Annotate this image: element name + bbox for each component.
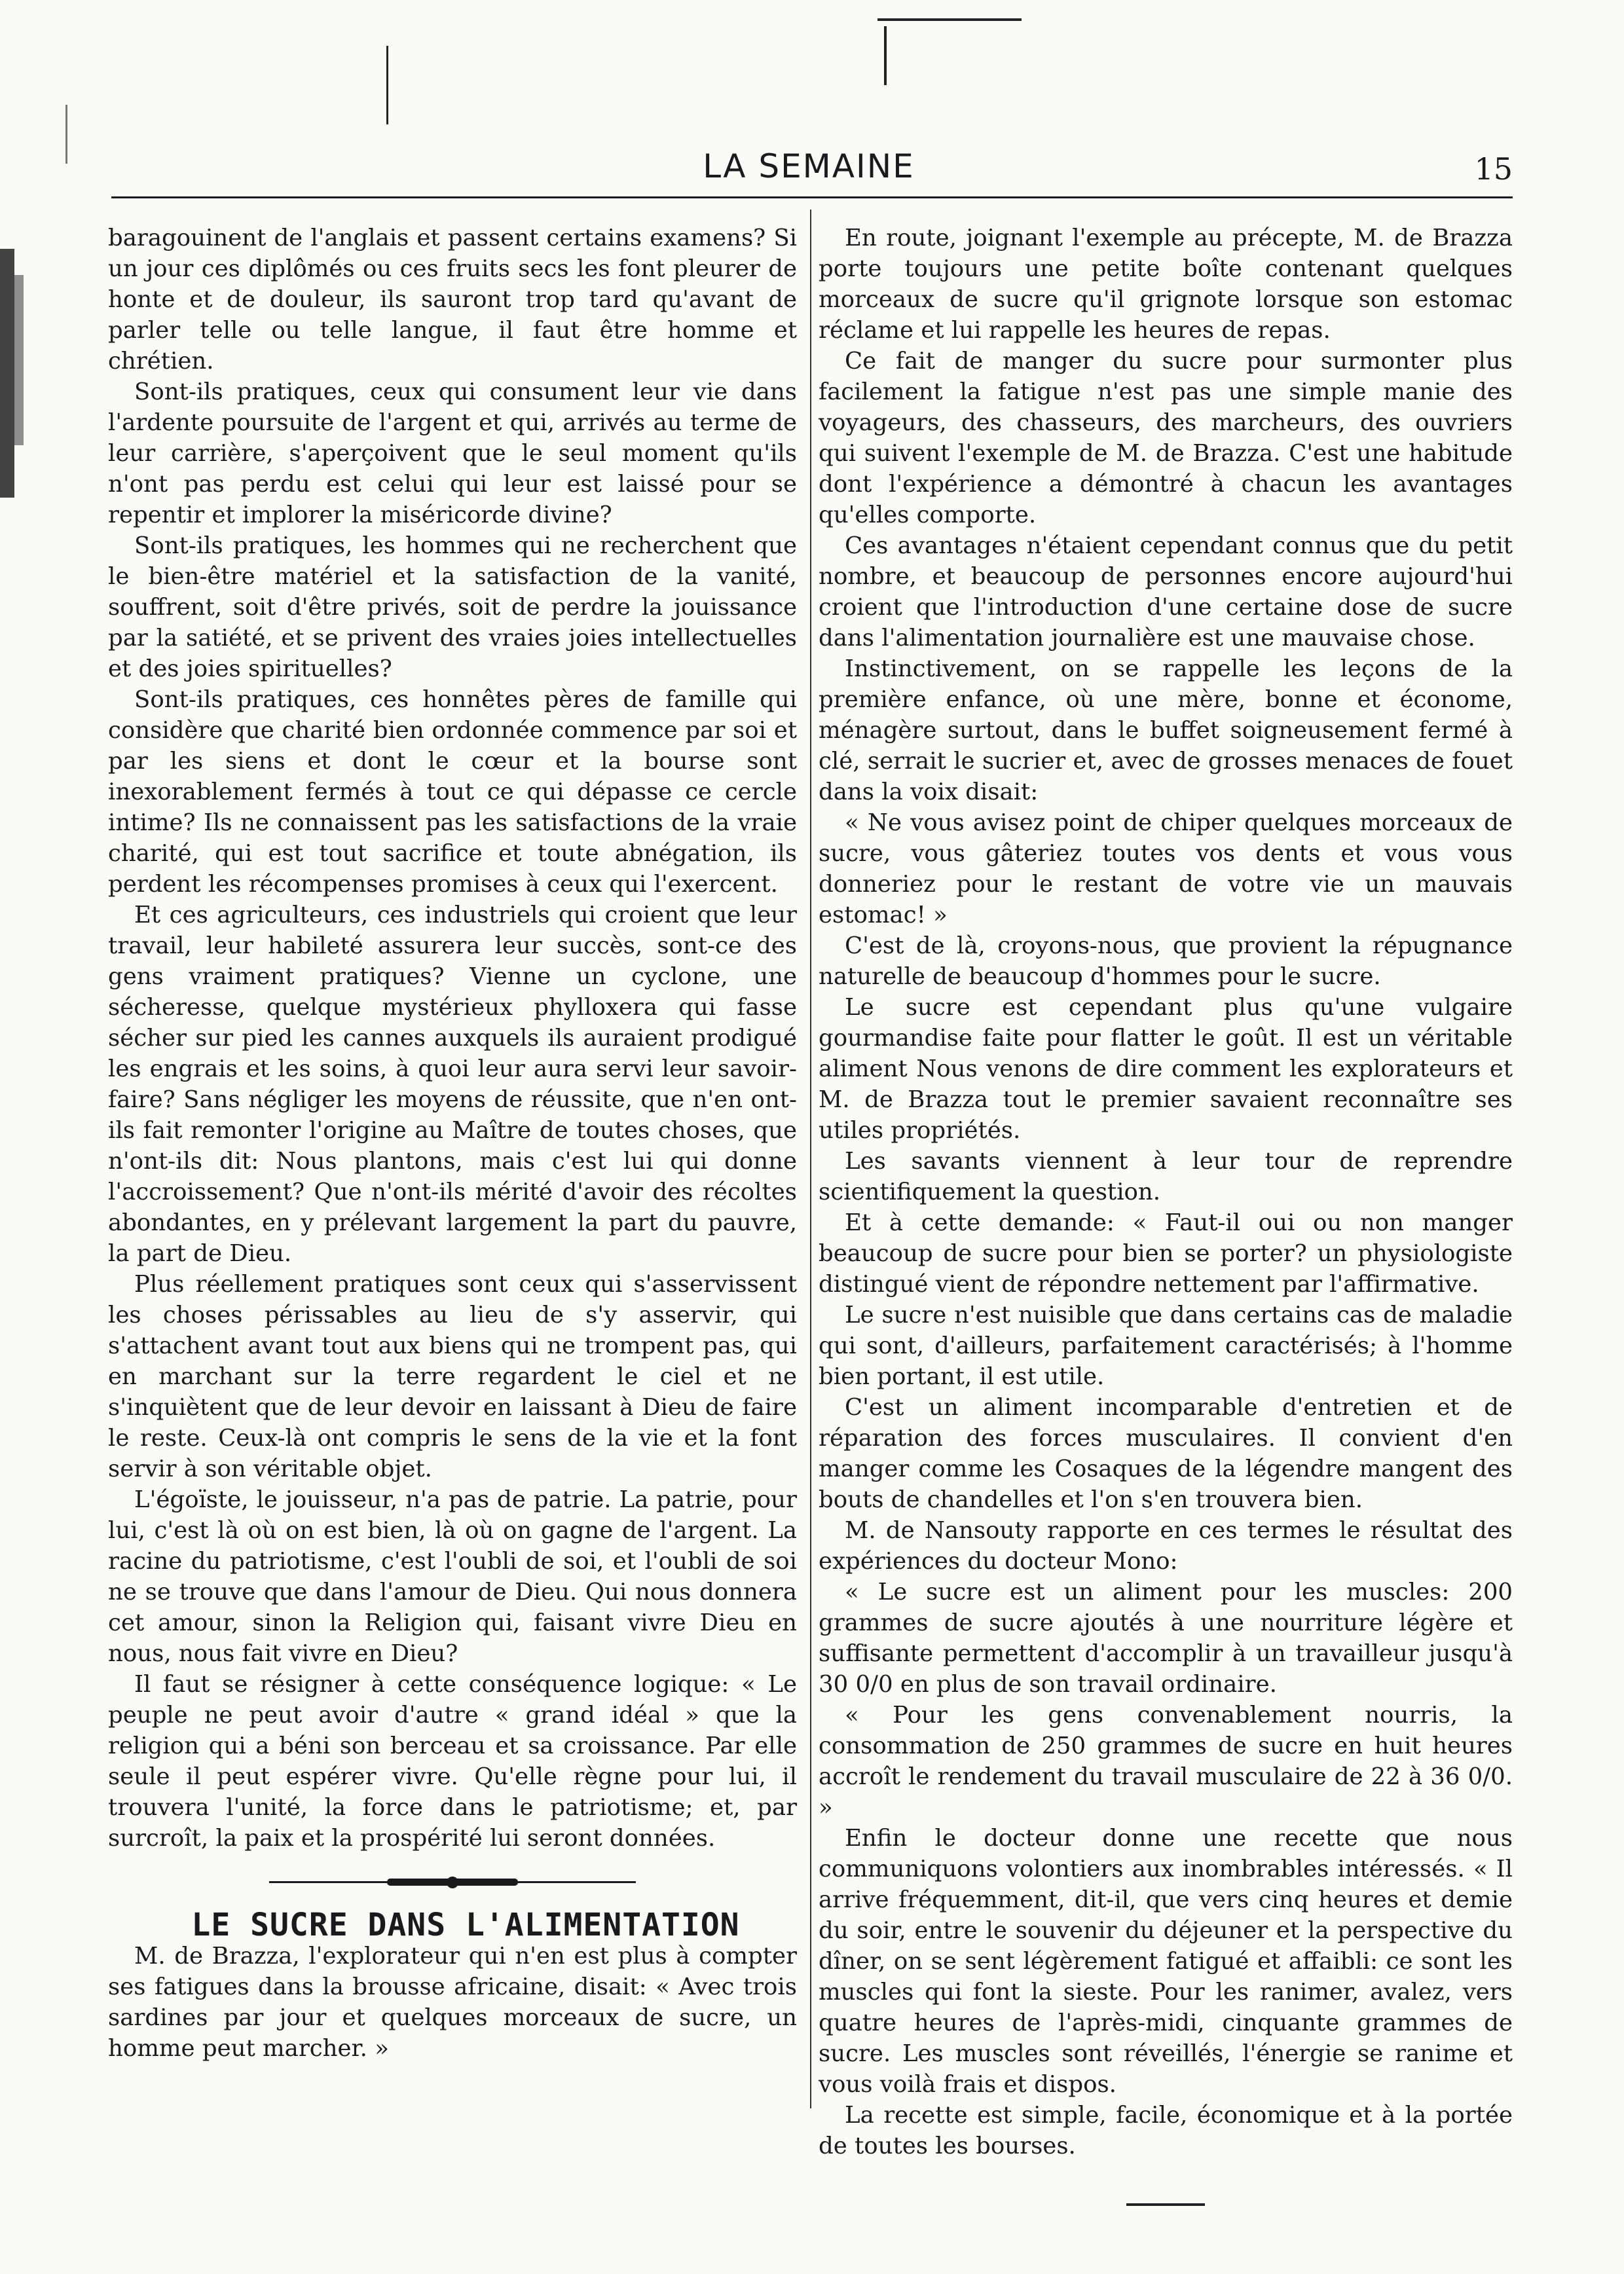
scan-artifact <box>0 249 14 498</box>
end-rule <box>1126 2203 1205 2206</box>
paragraph: Le sucre est cependant plus qu'une vulgaire gourmandise faite pour flatter le goût. Il est un véritable aliment Nous venons de dire comment les explorateurs et M. de Brazza tout le premier savaient reconnaître ses utiles propriétés. <box>819 994 1513 1144</box>
paragraph: « Pour les gens convenablement nourris, la consommation de 250 grammes de sucre en huit heures accroît le rendement du travail musculaire de 22 à 36 0/0. » <box>819 1702 1513 1821</box>
page-header <box>105 147 1513 200</box>
scan-artifact <box>386 46 388 124</box>
paragraph: Enfin le docteur donne une recette que nous communiquons volontiers aux inombrables intéressés. « Il arrive fréquemment, dit-il, que vers cinq heures et demie du soir, entre le souvenir du déjeuner et la perspective du dîner, on se sent légèrement fatigué et affaibli: ce sont les muscles qui font la sieste. Pour les ranimer, avalez, vers quatre heures de l'après-midi, cinquante grammes de sucre. Les muscles sont réveillés, l'énergie se ranime et vous voilà frais et dispos. <box>819 1825 1513 2098</box>
header-rule <box>111 196 1513 198</box>
paragraph: Et à cette demande: « Faut-il oui ou non manger beaucoup de sucre pour bien se porter? un physiologiste distingué vient de répondre nettement par l'affirmative. <box>819 1209 1513 1298</box>
paragraph: M. de Nansouty rapporte en ces termes le résultat des expériences du docteur Mono: <box>819 1517 1513 1575</box>
paragraph: Il faut se résigner à cette conséquence logique: « Le peuple ne peut avoir d'autre « grand idéal » que la religion qui a béni son berceau et sa croissance. Par elle seule il peut espérer vivre. Qu'elle règne pour lui, il trouvera l'unité, la force dans le patriotisme; et, par surcroît, la paix et la prospérité lui seront données. <box>108 1671 797 1852</box>
column-divider <box>810 210 811 2108</box>
paragraph: Les savants viennent à leur tour de reprendre scientifiquement la question. <box>819 1148 1513 1205</box>
paragraph: En route, joignant l'exemple au précepte, M. de Brazza porte toujours une petite boîte contenant quelques morceaux de sucre qu'il grignote lorsque son estomac réclame et lui rappelle les heures de repas. <box>819 225 1513 344</box>
page-number: 15 <box>1474 151 1513 187</box>
paragraph: Et ces agriculteurs, ces industriels qui croient que leur travail, leur habileté assurera leur succès, sont-ce des gens vraiment pratiques? Vienne un cyclone, une sécheresse, quelque mystérieux phylloxera qui fasse sécher sur pied les cannes auxquels ils auraient prodigué les engrais et les soins, à quoi leur aura servi leur savoir-faire? Sans négliger les moyens de réussite, que n'en ont-ils fait remonter l'origine au Maître de toutes choses, que n'ont-ils dit: Nous plantons, mais c'est lui qui donne l'accroissement? Que n'ont-ils mérité d'avoir des récoltes abondantes, en y prélevant largement la part du pauvre, la part de Dieu. <box>108 902 797 1267</box>
paragraph: « Ne vous avisez point de chiper quelques morceaux de sucre, vous gâteriez toutes vos dents et vous vous donneriez pour le restant de votre vie un mauvais estomac! » <box>819 809 1513 928</box>
paragraph: baragouinent de l'anglais et passent certains examens? Si un jour ces diplômés ou ces fruits secs les font pleurer de honte et de douleur, ils sauront trop tard qu'avant de parler telle ou telle langue, il faut être homme et chrétien. <box>108 225 797 375</box>
section-separator <box>269 1875 636 1890</box>
scan-artifact <box>877 18 1022 21</box>
paragraph: C'est un aliment incomparable d'entretien et de réparation des forces musculaires. Il convient d'en manger comme les Cosaques de la légendre mangent des bouts de chandelles et l'on s'en trouvera bien. <box>819 1394 1513 1513</box>
left-column <box>108 223 797 2064</box>
paragraph: « Le sucre est un aliment pour les muscles: 200 grammes de sucre ajoutés à une nourriture légère et suffisante permettent d'accomplir à un travailleur jusqu'à 30 0/0 en plus de son travail ordinaire. <box>819 1579 1513 1698</box>
paragraph: Sont-ils pratiques, ceux qui consument leur vie dans l'ardente poursuite de l'argent et qui, arrivés au terme de leur carrière, s'aperçoivent que le seul moment qu'ils n'ont pas perdu est celui qui leur est laissé pour se repentir et implorer la miséricorde divine? <box>108 378 797 528</box>
paragraph: C'est de là, croyons-nous, que provient la répugnance naturelle de beaucoup d'hommes pour le sucre. <box>819 932 1513 990</box>
paragraph: Sont-ils pratiques, les hommes qui ne recherchent que le bien-être matériel et la satisfaction de la vanité, souffrent, soit d'être privés, soit de perdre la jouissance par la satiété, et se privent des vraies joies intellectuelles et des joies spirituelles? <box>108 532 797 682</box>
paragraph: La recette est simple, facile, économique et à la portée de toutes les bourses. <box>819 2102 1513 2159</box>
paragraph: Le sucre n'est nuisible que dans certains cas de maladie qui sont, d'ailleurs, parfaitement caractérisés; à l'homme bien portant, il est utile. <box>819 1302 1513 1390</box>
scan-artifact <box>14 275 24 445</box>
paragraph: Plus réellement pratiques sont ceux qui s'asservissent les choses périssables au lieu de s'y asservir, qui s'attachent avant tout aux biens qui ne trompent pas, qui en marchant sur la terre regardent le ciel et ne s'inquiètent que de leur devoir en laissant à Dieu de faire le reste. Ceux-là ont compris le sens de la vie et la font servir à son véritable objet. <box>108 1271 797 1482</box>
paragraph: M. de Brazza, l'explorateur qui n'en est plus à compter ses fatigues dans la brousse africaine, disait: « Avec trois sardines par jour et quelques morceaux de sucre, un homme peut marcher. » <box>108 1943 797 2062</box>
running-title: LA SEMAINE <box>703 147 915 185</box>
scan-artifact <box>65 105 67 164</box>
paragraph: Ce fait de manger du sucre pour surmonter plus facilement la fatigue n'est pas une simple manie des voyageurs, des chasseurs, des marcheurs, des ouvriers qui suivent l'exemple de M. de Brazza. C'est une habitude dont l'expérience a démontré à chacun les avantages qu'elles comporte. <box>819 348 1513 528</box>
section-title: LE SUCRE DANS L'ALIMENTATION <box>191 1907 740 1943</box>
right-column <box>819 223 1513 2206</box>
scan-artifact <box>884 26 887 85</box>
paragraph: Sont-ils pratiques, ces honnêtes pères de famille qui considère que charité bien ordonnée commence par soi et par les siens et dont le cœur et la bourse sont inexorablement fermés à tout ce qui dépasse ce cercle intime? Ils ne connaissent pas les satisfactions de la vraie charité, qui est tout sacrifice et toute abnégation, ils perdent les récompenses promises à ceux qui l'exercent. <box>108 686 797 898</box>
paragraph: Ces avantages n'étaient cependant connus que du petit nombre, et beaucoup de personnes encore aujourd'hui croient que l'introduction d'une certaine dose de sucre dans l'alimentation journalière est une mauvaise chose. <box>819 532 1513 651</box>
paragraph: L'égoïste, le jouisseur, n'a pas de patrie. La patrie, pour lui, c'est là où on est bien, là où on gagne de l'argent. La racine du patriotisme, c'est l'oubli de soi, et l'oubli de soi ne se trouve que dans l'amour de Dieu. Qui nous donnera cet amour, sinon la Religion qui, faisant vivre Dieu en nous, nous fait vivre en Dieu? <box>108 1486 797 1667</box>
paragraph: Instinctivement, on se rappelle les leçons de la première enfance, où une mère, bonne et économe, ménagère surtout, dans le buffet soigneusement fermé à clé, serrait le sucrier et, avec de grosses menaces de fouet dans la voix disait: <box>819 655 1513 805</box>
